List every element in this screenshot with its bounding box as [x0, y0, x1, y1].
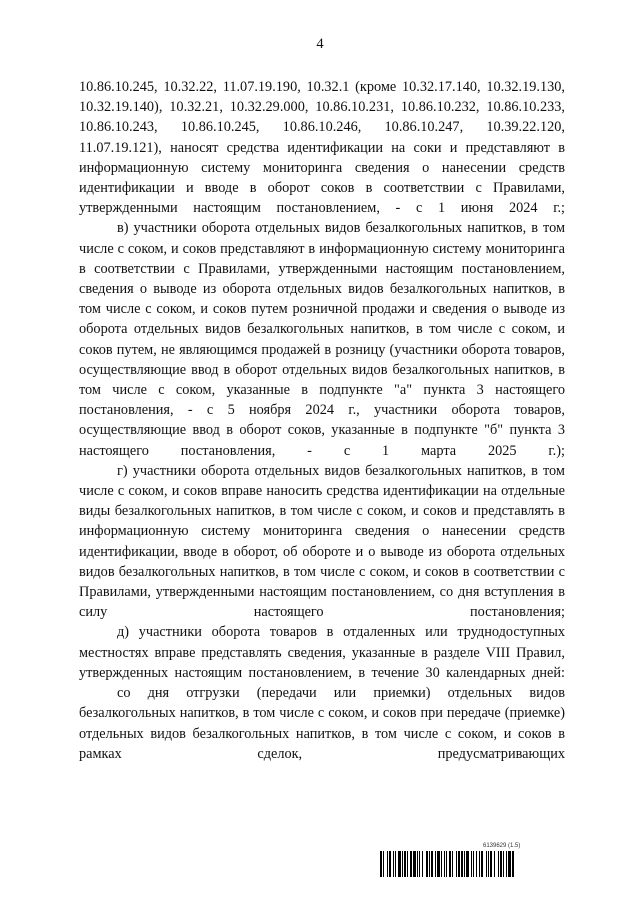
paragraph-so-dnya: со дня отгрузки (передачи или приемки) отдельных видов безалкогольных напитков, в том числе с соком, и соков при передаче (приемке) отдельных видов безалкогольных напитков, в том числе с соком, и соков в рамках сделок, предусматривающих [79, 685, 565, 762]
barcode-id-text: 6139629 (1.5) [483, 843, 521, 849]
paragraph-v: в) участники оборота отдельных видов безалкогольных напитков, в том числе с соком, и соков представляют в информационную систему мониторинга в соответствии с Правилами, утвержденными настоящим постановлением, сведения о выводе из оборота отдельных видов безалкогольных напитков, в том числе с соком, и соков путем розничной продажи и сведения о выводе из оборота отдельных видов безалкогольных напитков, в том числе с соком, и соков путем, не являющимся продажей в розницу (участники оборота товаров, осуществляющие ввод в оборот отдельных видов безалкогольных напитков, в том числе с соком, указанные в подпункте "а" пункта 3 настоящего постановления, - с 5 ноября 2024 г., участники оборота товаров, осуществляющие ввод в оборот соков, указанные в подпункте "б" пункта 3 настоящего постановления, - с 1 марта 2025 г.); [79, 220, 565, 459]
paragraph-d: д) участники оборота товаров в отдаленных или труднодоступных местностях вправе представлять сведения, указанные в разделе VIII Правил, утвержденных настоящим постановлением, в течение 30 календарных дней: [79, 624, 565, 681]
paragraph-continuation: 10.86.10.245, 10.32.22, 11.07.19.190, 10.32.1 (кроме 10.32.17.140, 10.32.19.130, 10.32.19.140), 10.32.21, 10.32.29.000, 10.86.10.231, 10.86.10.232, 10.86.10.233, 10.86.10.243, 10.86.10.245, 10.86.10.246, 10.86.10.247, 10.39.22.120, 11.07.19.121), наносят средства идентификации на соки и представляют в информационную систему мониторинга сведения о нанесении средств идентификации и вводе в оборот соков в соответствии с Правилами, утвержденными настоящим постановлением, - с 1 июня 2024 г.; [79, 79, 565, 217]
barcode-icon [380, 851, 565, 877]
paragraph-g: г) участники оборота отдельных видов безалкогольных напитков, в том числе с соком, и соков вправе наносить средства идентификации на отдельные виды безалкогольных напитков, в том числе с соком, и соков и представлять в информационную систему мониторинга сведения о нанесении средств идентификации, вводе в оборот, об обороте и о выводе из оборота отдельных видов безалкогольных напитков, в том числе с соком, и соков в соответствии с Правилами, утвержденными настоящим постановлением, со дня вступления в силу настоящего постановления; [79, 462, 565, 621]
page-number: 4 [316, 36, 324, 52]
document-body [79, 77, 565, 764]
